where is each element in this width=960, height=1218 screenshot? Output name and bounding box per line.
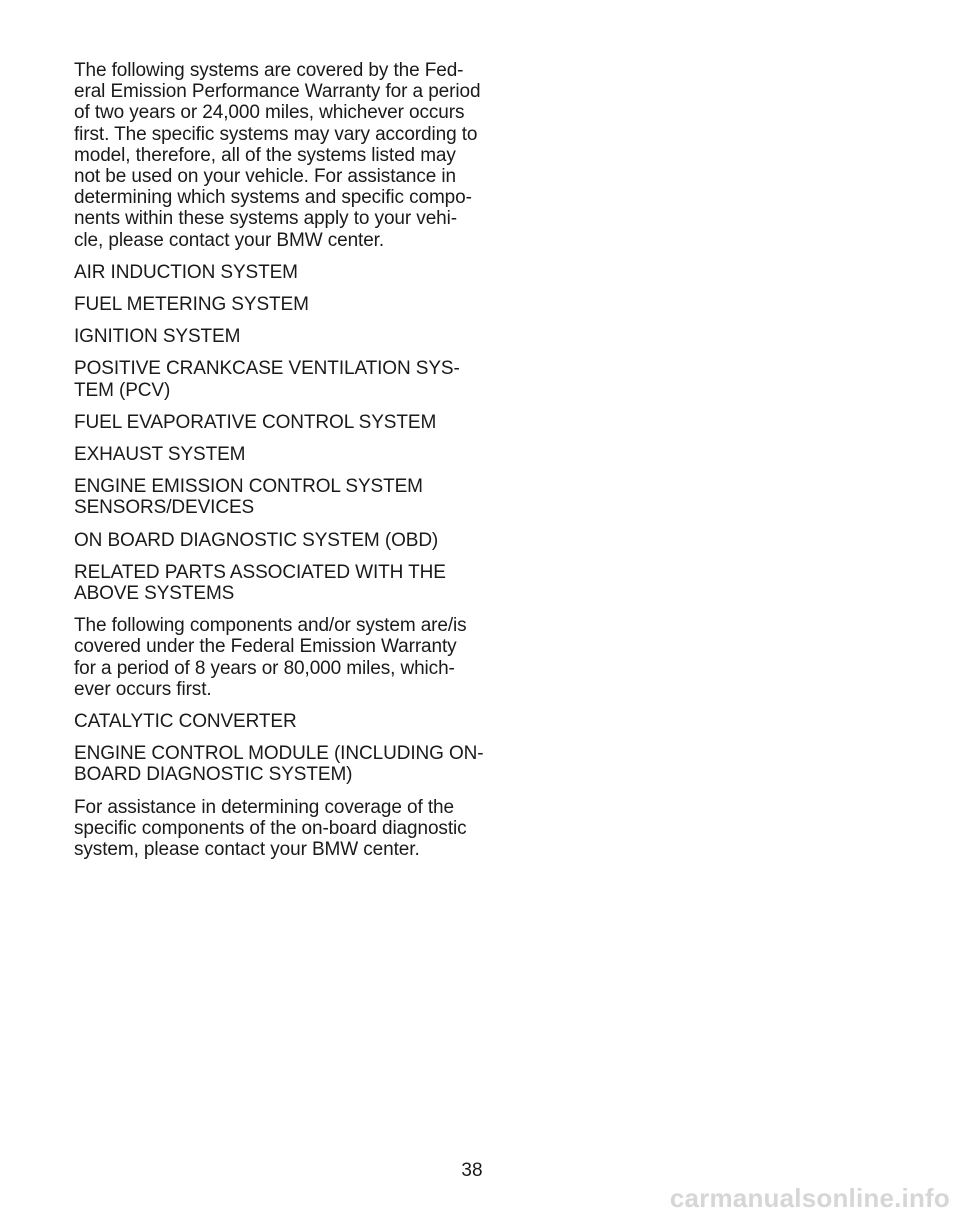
system-item-line: ENGINE EMISSION CONTROL SYSTEM — [74, 476, 423, 498]
system-item-fuel-evaporative — [74, 412, 474, 433]
second-intro-paragraph — [74, 615, 474, 700]
system-item-related-parts — [74, 562, 474, 604]
closing-line: system, please contact your BMW center. — [74, 839, 420, 861]
intro-line: eral Emission Performance Warranty for a period — [74, 81, 481, 103]
system-item-line: POSITIVE CRANKCASE VENTILATION SYS- — [74, 358, 460, 380]
system-item-ignition — [74, 326, 474, 347]
intro-line: determining which systems and specific compo- — [74, 187, 472, 209]
system-item-line: EXHAUST SYSTEM — [74, 444, 246, 466]
system-item-obd — [74, 530, 474, 551]
system-item-engine-emission-sensors — [74, 476, 474, 518]
system-item-pcv — [74, 358, 474, 400]
intro-line: of two years or 24,000 miles, whichever occurs — [74, 102, 465, 124]
intro-line: The following systems are covered by the Fed- — [74, 60, 464, 81]
intro-paragraph — [74, 60, 481, 251]
system-item-line: AIR INDUCTION SYSTEM — [74, 261, 298, 283]
closing-paragraph — [74, 797, 474, 861]
second-intro-line: covered under the Federal Emission Warranty — [74, 636, 457, 658]
intro-line: nents within these systems apply to your vehi- — [74, 208, 457, 230]
system-item-exhaust — [74, 444, 474, 465]
system-item-fuel-metering — [74, 294, 474, 315]
intro-line: model, therefore, all of the systems listed may — [74, 144, 456, 166]
text-column — [74, 60, 484, 871]
system-item-line: SENSORS/DEVICES — [74, 497, 255, 519]
component-item-engine-control-module — [74, 743, 484, 786]
second-intro-line: The following components and/or system are/is — [74, 615, 467, 637]
system-item-line: RELATED PARTS ASSOCIATED WITH THE — [74, 561, 446, 583]
closing-line: For assistance in determining coverage of the — [74, 796, 454, 818]
system-item-line: FUEL METERING SYSTEM — [74, 294, 309, 316]
component-item-line: ENGINE CONTROL MODULE (INCLUDING ON- — [74, 743, 484, 765]
second-intro-line: for a period of 8 years or 80,000 miles, which- — [74, 657, 455, 679]
page-number: 38 — [461, 1160, 483, 1181]
intro-line: not be used on your vehicle. For assistance in — [74, 166, 456, 188]
system-item-air-induction — [74, 262, 474, 283]
component-item-catalytic-converter — [74, 711, 474, 732]
component-item-line: CATALYTIC CONVERTER — [74, 711, 297, 733]
system-item-line: FUEL EVAPORATIVE CONTROL SYSTEM — [74, 411, 437, 433]
system-item-line: TEM (PCV) — [74, 379, 171, 401]
intro-line: cle, please contact your BMW center. — [74, 229, 385, 251]
closing-line: specific components of the on-board diagnostic — [74, 817, 467, 839]
second-intro-line: ever occurs first. — [74, 678, 212, 700]
system-item-line: ON BOARD DIAGNOSTIC SYSTEM (OBD) — [74, 529, 439, 551]
system-item-line: ABOVE SYSTEMS — [74, 583, 235, 605]
watermark: carmanualsonline.info — [669, 1183, 950, 1213]
intro-line: first. The specific systems may vary according to — [74, 123, 478, 145]
system-item-line: IGNITION SYSTEM — [74, 326, 241, 348]
component-item-line: BOARD DIAGNOSTIC SYSTEM) — [74, 764, 353, 786]
